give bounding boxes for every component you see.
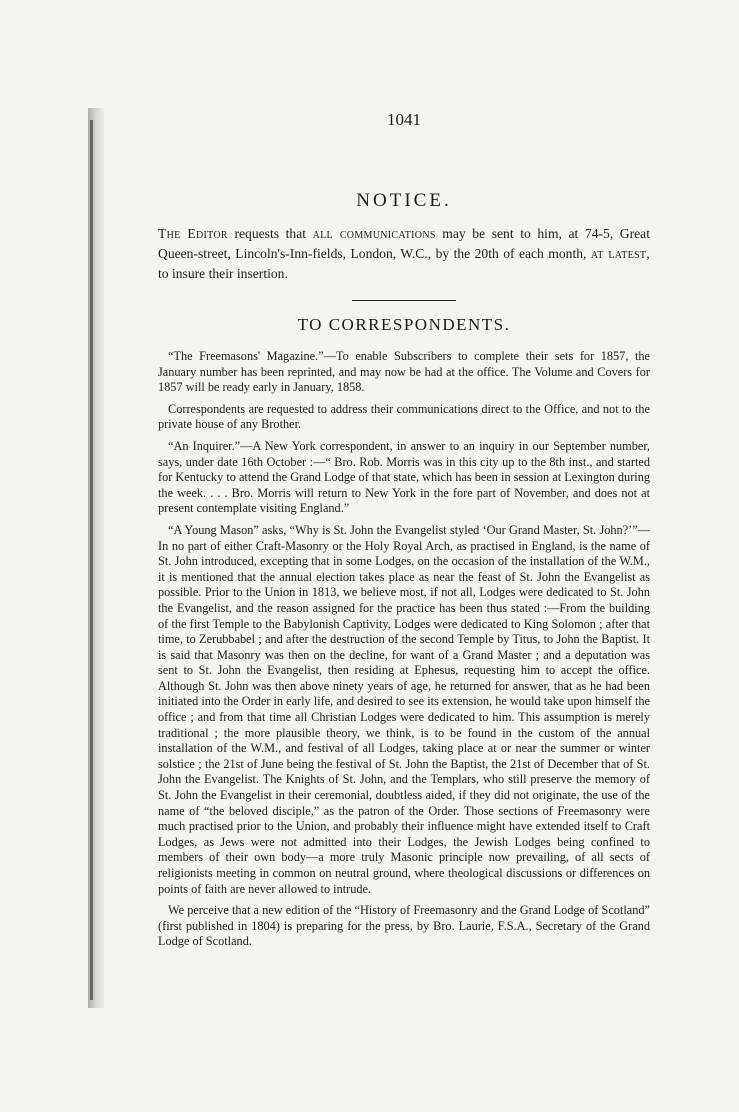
page-number: 1041 <box>387 110 421 129</box>
section-divider-rule <box>352 300 456 301</box>
document-page <box>158 110 650 950</box>
notice-at-latest-caps: at latest, <box>590 246 650 261</box>
page-binding-shadow <box>90 120 93 1000</box>
correspondent-paragraph-magazine: “The Freemasons' Magazine.”—To enable Subscribers to complete their sets for 1857, the January number has been reprinted, and may now be had at the office. The Volume and Covers for 1857 will be ready early in January, 1858. <box>158 349 650 395</box>
correspondent-paragraph-history-edition: We perceive that a new edition of the “History of Freemasonry and the Grand Lodge of Scotland” (first published in 1804) is preparing for the press, by Bro. Laurie, F.S.A., Secretary of the Grand Lodge of Scotland. <box>158 903 650 949</box>
notice-all-communications-caps: all communications <box>312 226 436 241</box>
correspondents-heading: TO CORRESPONDENTS. <box>297 315 511 334</box>
notice-text-2: may be sent to him, at 74-5, Great Queen-street, Lincoln's-Inn-fields, London, W.C., by the 20th of each month, <box>158 226 650 261</box>
notice-body <box>158 224 650 284</box>
notice-text-1: requests that <box>227 226 313 241</box>
notice-text-3: to insure their insertion. <box>158 266 288 281</box>
correspondent-paragraph-inquirer: “An Inquirer.”—A New York correspondent, in answer to an inquiry in our September number, says, under date 16th October :—“ Bro. Rob. Morris was in this city up to the 8th inst., and started for Kentucky to attend the Grand Lodge of that state, which has been in session at Lexington during the week. . . . Bro. Morris will return to New York in the fore part of November, and does not at present contemplate visiting England.” <box>158 438 650 516</box>
notice-heading: NOTICE. <box>356 190 452 211</box>
notice-editor-caps: The Editor <box>158 226 228 241</box>
correspondent-paragraph-young-mason: “A Young Mason” asks, “Why is St. John the Evangelist styled ‘Our Grand Master, St. John?’”—In no part of either Craft-Masonry or the Holy Royal Arch, as practised in England, is the name of St. John introduced, excepting that in some Lodges, on the occasion of the installation of the W.M., it is mentioned that the annual election takes place as near the feast of St. John the Evangelist as possible. Prior to the Union in 1813, we believe most, if not all, Lodges were dedicated to St. John the Evangelist, and the reason assigned for the practice has been thus stated :—From the building of the first Temple to the Babylonish Captivity, Lodges were dedicated to King Solomon ; after that time, to Zerubbabel ; and after the destruction of the second Temple by Titus, to John the Baptist. It is said that Masonry was then on the decline, for want of a Grand Master ; and a deputation was sent to St. John the Evangelist, then residing at Ephesus, requesting him to accept the office. Although St. John was then above ninety years of age, he returned for answer, that as he had been initiated into the Order in early life, and desired to see its extension, he would take upon himself the office ; and from that time all Christian Lodges were dedicated to him. This assumption is merely traditional ; the more plausible theory, we think, is to be found in the custom of the annual installation of the W.M., and festival of all Lodges, taking place at or near the summer or winter solstice ; the 21st of June being the festival of St. John the Baptist, the 21st of December that of St. John the Evangelist. The Knights of St. John, and the Templars, who still preserve the memory of St. John the Evangelist in their ceremonial, doubtless aided, if they did not originate, the use of the name of “the beloved disciple,” as the patron of the Order. Those sections of Freemasonry were much practised prior to the Union, and probably their influence might have extended itself to Craft Lodges, as Jews were not admitted into their Lodges, the Jewish Lodges being confined to members of their own body—a more truly Masonic principle now prevailing, of all sects of religionists meeting in common on neutral ground, where theological discussions or differences on points of faith are never allowed to intrude. <box>158 522 650 896</box>
correspondent-paragraph-address: Correspondents are requested to address their communications direct to the Office, and not to the private house of any Brother. <box>158 401 650 432</box>
